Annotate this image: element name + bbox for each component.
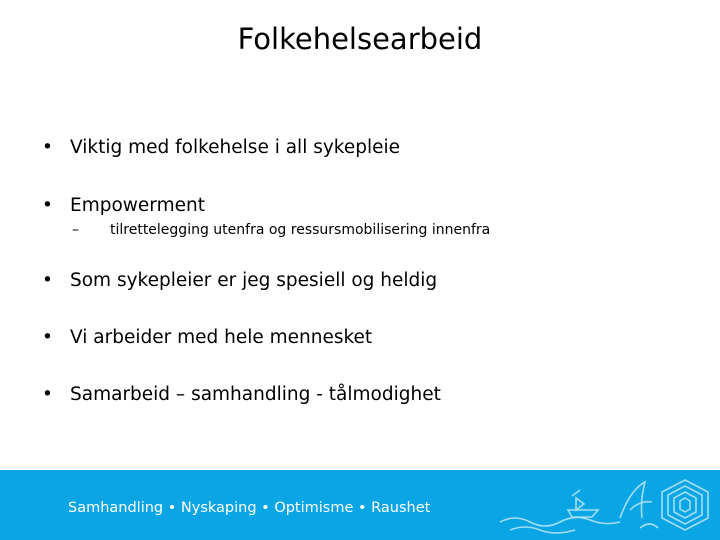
bullet-text: Viktig med folkehelse i all sykepleie <box>70 137 401 158</box>
bullet-item <box>42 137 400 158</box>
bullet-marker: • <box>42 384 53 405</box>
sub-bullet-text: tilrettelegging utenfra og ressursmobilisering innenfra <box>110 222 491 238</box>
bullet-item <box>42 327 372 348</box>
slide-title: Folkehelsearbeid <box>237 22 483 56</box>
bullet-item <box>42 384 441 405</box>
bullet-text: Samarbeid – samhandling - tålmodighet <box>70 384 441 405</box>
sub-bullet-item <box>72 222 490 238</box>
bullet-item <box>42 270 437 291</box>
sub-bullet-marker: – <box>72 222 79 238</box>
bullet-marker: • <box>42 137 53 158</box>
footer-bar <box>0 470 720 540</box>
bullet-marker: • <box>42 195 53 216</box>
bullet-item <box>42 195 205 216</box>
footer-tagline: Samhandling • Nyskaping • Optimisme • Raushet <box>68 500 431 516</box>
bullet-text: Vi arbeider med hele mennesket <box>70 327 373 348</box>
decorative-logo-icon <box>480 470 720 540</box>
bullet-text: Empowerment <box>70 195 205 216</box>
bullet-text: Som sykepleier er jeg spesiell og heldig <box>70 270 438 291</box>
bullet-marker: • <box>42 327 53 348</box>
bullet-marker: • <box>42 270 53 291</box>
